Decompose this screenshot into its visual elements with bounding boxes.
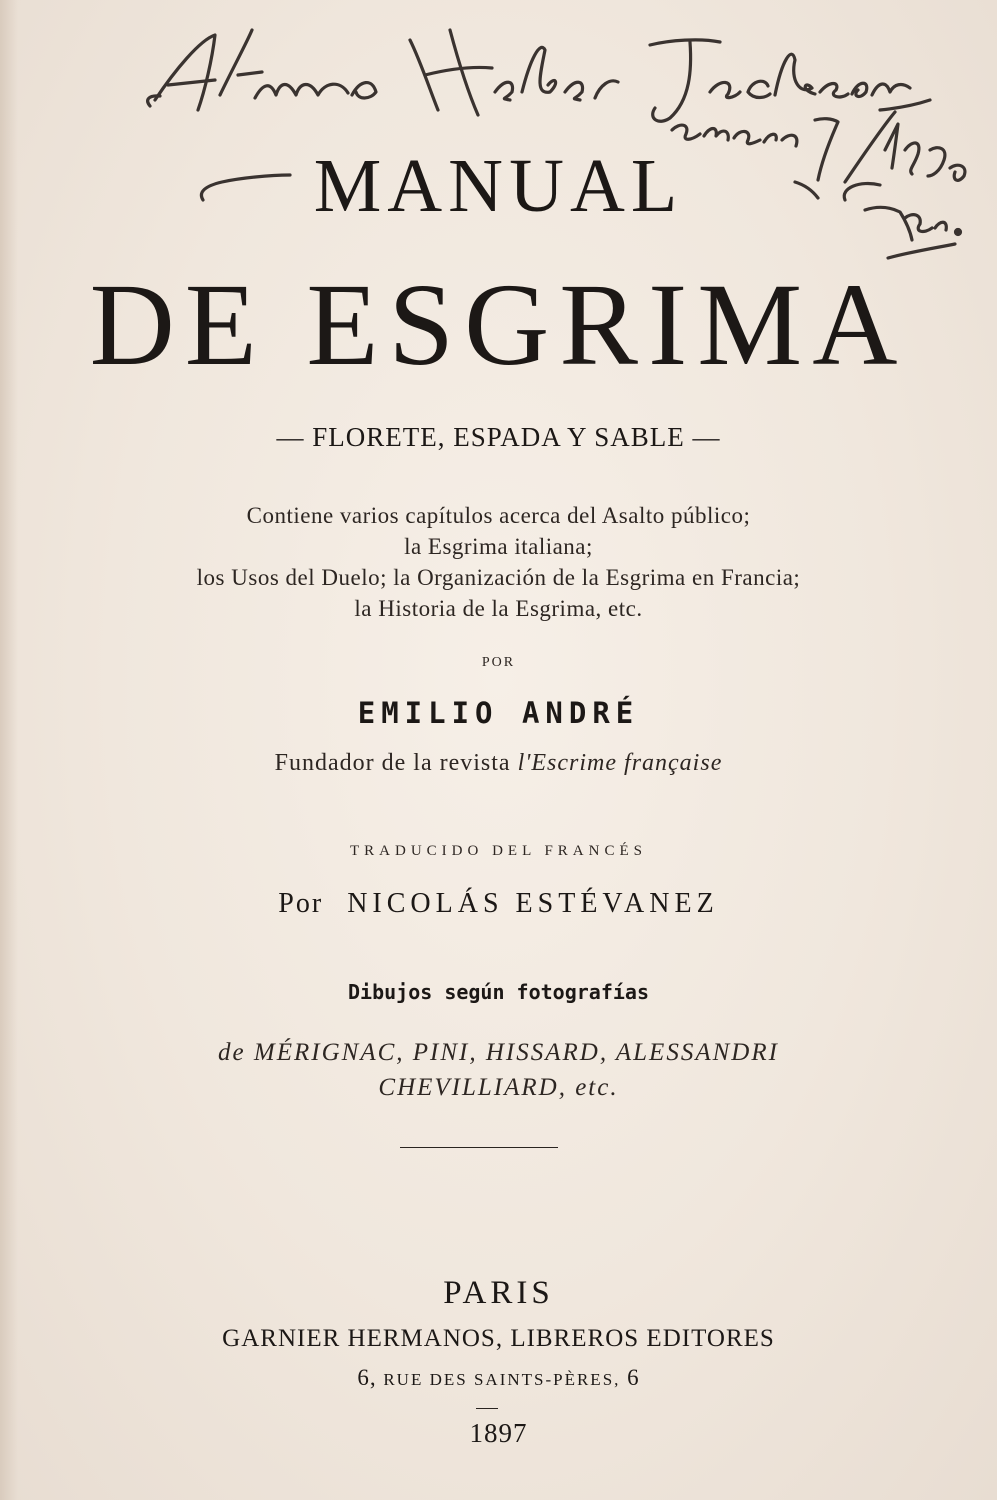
description-line: los Usos del Duelo; la Organización de la Esgrima en Francia; xyxy=(196,565,801,590)
imprint-address xyxy=(0,1365,997,1391)
imprint-year: 1897 xyxy=(469,1418,528,1448)
journal-title: l'Escrime française xyxy=(517,750,723,776)
imprint-city: PARIS xyxy=(443,1275,554,1311)
translator-by: Por xyxy=(278,888,324,919)
drawings-label: Dibujos según fotografías xyxy=(347,980,650,1004)
address-number: 6, xyxy=(357,1365,377,1390)
divider-rule xyxy=(400,1147,558,1148)
drawings-credits xyxy=(0,1035,997,1105)
title-line-1: MANUAL xyxy=(313,144,684,228)
description-line: la Historia de la Esgrima, etc. xyxy=(354,596,643,621)
translation-label: TRADUCIDO DEL FRANCÉS xyxy=(350,843,647,859)
description xyxy=(0,500,997,624)
author-role xyxy=(0,750,997,777)
imprint-publisher: GARNIER HERMANOS, LIBREROS EDITORES xyxy=(222,1325,775,1352)
description-line: la Esgrima italiana; xyxy=(404,534,593,559)
author-role-prefix: Fundador de la revista xyxy=(274,750,518,776)
address-street: RUE DES SAINTS-PÈRES, xyxy=(383,1370,621,1389)
translator-name: NICOLÁS ESTÉVANEZ xyxy=(347,888,719,919)
drawings-line-1: de MÉRIGNAC, PINI, HISSARD, ALESSANDRI xyxy=(218,1039,779,1066)
translator-line xyxy=(0,888,997,920)
drawings-line-2: CHEVILLIARD, etc. xyxy=(378,1074,619,1101)
title-line-2: DE ESGRIMA xyxy=(89,259,908,390)
author-name: EMILIO ANDRÉ xyxy=(357,696,640,730)
description-line: Contiene varios capítulos acerca del Asalto público; xyxy=(246,503,751,528)
small-divider xyxy=(476,1408,498,1409)
by-label: POR xyxy=(481,655,516,670)
subtitle: — FLORETE, ESPADA Y SABLE — xyxy=(276,422,721,452)
address-number: 6 xyxy=(627,1365,640,1390)
